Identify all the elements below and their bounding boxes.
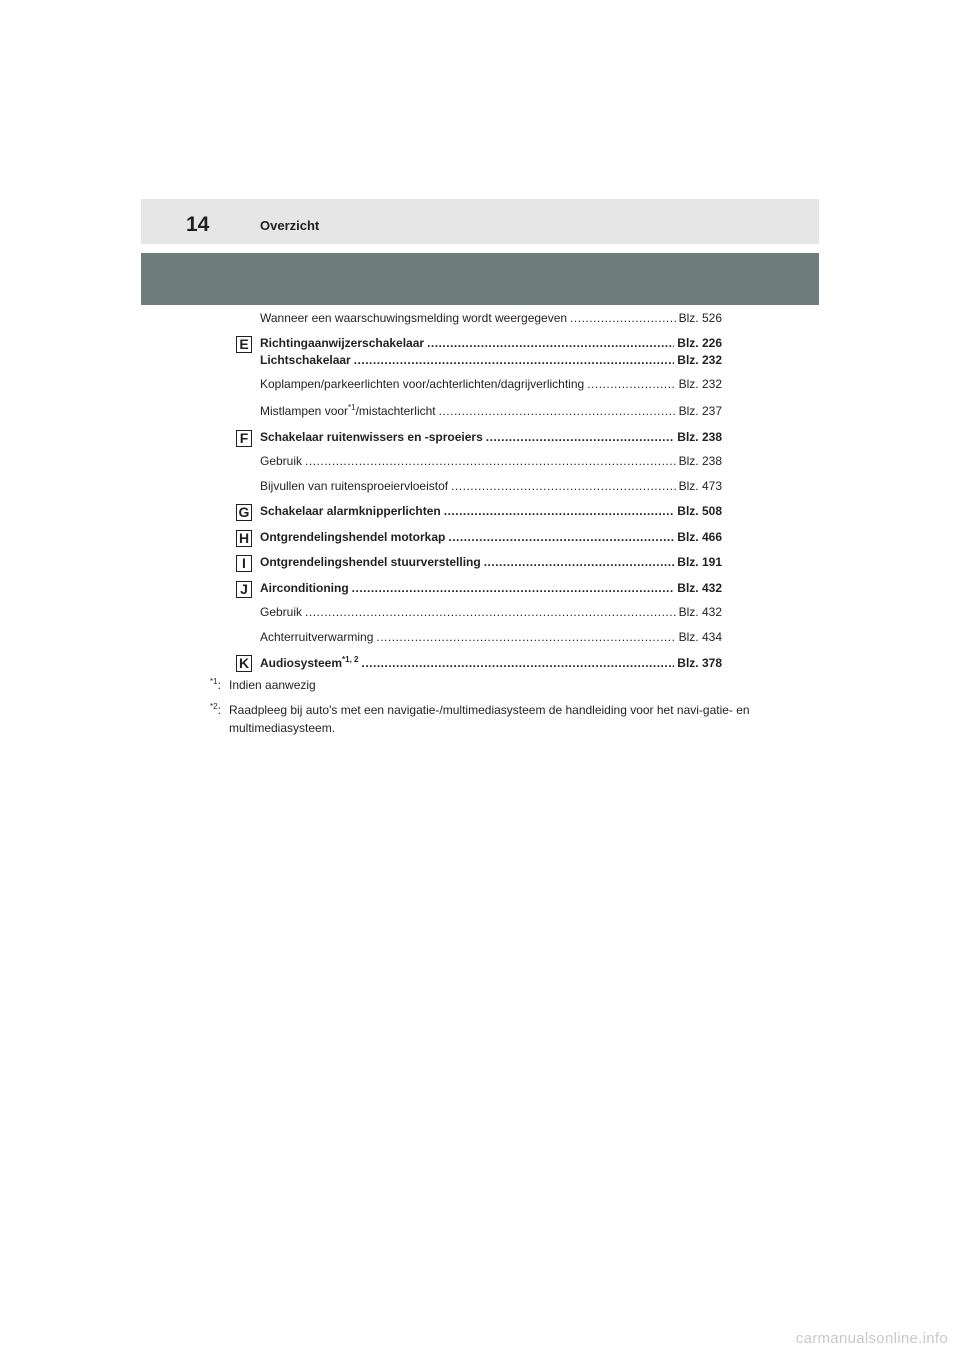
footnote-text: Raadpleeg bij auto's met een navigatie-/multimediasysteem de handleiding voor het navi-gatie- en multimediasysteem. [229,703,750,735]
footnote [210,676,750,694]
footnote-ref: *1 [348,403,356,412]
dot-leader [354,352,675,368]
toc-entry-page: Blz. 432 [677,581,722,595]
toc-entry [260,604,722,620]
dot-leader [439,403,676,419]
toc-entry-page: Blz. 238 [677,430,722,444]
toc-entry-label: Ontgrendelingshendel stuurverstelling [260,555,481,569]
toc-entry-page: Blz. 232 [677,353,722,367]
toc-entry-label: Bijvullen van ruitensproeiervloeistof [260,479,449,493]
toc-entry-label: Lichtschakelaar [260,353,351,367]
toc-entry-page: Blz. 508 [677,504,722,518]
toc-entry-page: Blz. 191 [677,555,722,569]
footnote-ref: *1, 2 [342,655,359,664]
toc-entry-steering-adjust [260,554,722,570]
dot-leader [587,376,675,392]
toc-entry-audio-system [260,655,722,671]
toc-entry-page: Blz. 237 [678,404,722,418]
toc-entry-label: Gebruik [260,454,303,468]
dot-leader [352,580,675,596]
dot-leader [451,478,676,494]
dot-leader [448,529,674,545]
callout-letter-e: E [236,336,252,353]
callout-letter-g: G [236,504,252,521]
toc-entry-hood-release [260,529,722,545]
toc-entry-page: Blz. 238 [678,454,722,468]
toc-entry-page: Blz. 434 [678,630,722,644]
toc-entry [260,629,722,645]
toc-entry-label: Gebruik [260,605,303,619]
toc-entry-hazard-switch [260,503,722,519]
toc-entry-label: Airconditioning [260,581,349,595]
toc-entry [260,310,722,326]
footnote-mark: $^{*2}$: [210,702,221,717]
toc-entry-page: Blz. 466 [677,530,722,544]
dot-leader [362,655,675,671]
toc-entry-page: Blz. 432 [678,605,722,619]
toc-entry-turn-signal-switch [260,335,722,351]
callout-letter-k: K [236,655,252,672]
dot-leader [570,310,676,326]
toc-entry-label: Koplampen/parkeerlichten voor/achterlichten/dagrijverlichting [260,377,585,391]
dot-leader [376,629,675,645]
toc-entry-label: Ontgrendelingshendel motorkap [260,530,446,544]
footnote [210,701,750,737]
dot-leader [427,335,674,351]
callout-letter-f: F [236,430,252,447]
callout-letter-h: H [236,530,252,547]
toc-entry-label: Schakelaar alarmknipperlichten [260,504,441,518]
toc-entry-page: Blz. 473 [678,479,722,493]
toc-entry [260,376,722,392]
dot-leader [305,604,676,620]
toc-entry-page: Blz. 378 [677,656,722,670]
page-number: 14 [186,213,210,236]
footnote-text: Indien aanwezig [229,678,316,692]
dot-leader [305,453,676,469]
toc-entry-label: Schakelaar ruitenwissers en -sproeiers [260,430,483,444]
toc-entry-label: Wanneer een waarschuwingsmelding wordt weergegeven [260,311,568,325]
dot-leader [484,554,675,570]
dot-leader [486,429,675,445]
footnote-mark: $^{*1}$: [210,677,221,692]
toc-entry-page: Blz. 226 [677,336,722,350]
toc-entry-wiper-switch [260,429,722,445]
toc-entry-label: Audiosysteem$^{*1, 2}$ [260,655,359,670]
section-banner [141,253,819,305]
toc-entry-page: Blz. 232 [678,377,722,391]
toc-entry [260,478,722,494]
toc-entry-label: Richtingaanwijzerschakelaar [260,336,425,350]
header-band [141,199,819,244]
toc-entry-air-conditioning [260,580,722,596]
toc-entry-light-switch [260,352,722,368]
callout-letter-j: J [236,581,252,598]
toc-entry [260,453,722,469]
toc-entry-page: Blz. 526 [678,311,722,325]
watermark: carmanualsonline.info [795,1330,948,1347]
callout-letter-i: I [236,555,252,572]
toc-entry-label: Mistlampen voor$^{*1}$/mistachterlicht [260,403,436,418]
toc-entry [260,403,722,419]
dot-leader [444,503,675,519]
section-title: Overzicht [260,218,320,233]
toc-entry-label: Achterruitverwarming [260,630,374,644]
